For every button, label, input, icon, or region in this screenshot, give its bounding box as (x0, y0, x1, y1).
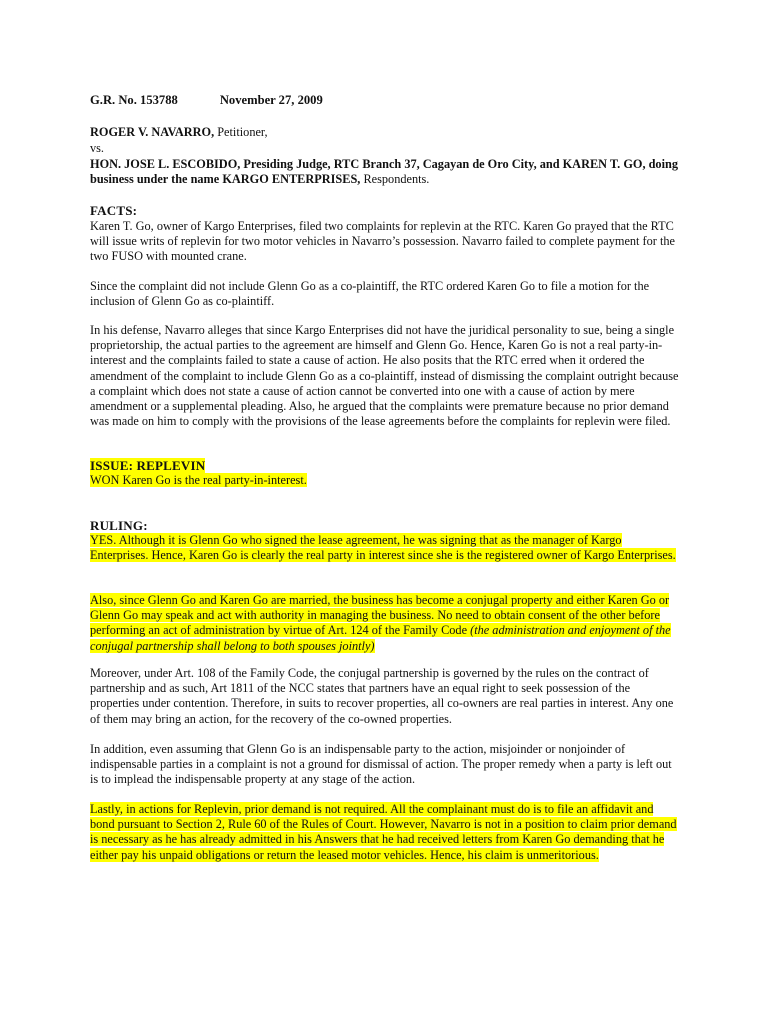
ruling-text-2-italic: (the administration and enjoyment of the conjugal partnership shall belong to both spouses jointly) (90, 623, 671, 653)
case-header (90, 93, 680, 108)
ruling-text-4: In addition, even assuming that Glenn Go is an indispensable party to the action, misjoinder or nonjoinder of indispensable parties in a complaint is not a ground for dismissal of action. The proper remedy when a party is left out is to implead the indispensable property at any stage of the action. (90, 742, 672, 787)
issue-heading (90, 458, 680, 473)
facts-text-3: In his defense, Navarro alleges that since Kargo Enterprises did not have the juridical personality to sue, being a single proprietorship, the actual parties to the agreement are himself and Glenn Go. Hence, Karen Go is not a real party-in-interest and the complaints failed to state a cause of action. He also posits that the RTC erred when it ordered the amendment of the complaint to include Glenn Go as a co-plaintiff, instead of dismissing the complaint outright because a complaint which does not state a cause of action cannot be converted into one with a cause of action by mere amendment or a supplemental pleading. Also, he argued that the complaints were premature because no prior demand was made on him to comply with the provisions of the lease agreements before the complaints for replevin were filed. (90, 323, 679, 429)
ruling-text-1: YES. Although it is Glenn Go who signed the lease agreement, he was signing that as the manager of Kargo Enterprises. Hence, Karen Go is clearly the real party in interest since she is the registered owner of Kargo Enterprises. (90, 533, 676, 563)
facts-text-1: Karen T. Go, owner of Kargo Enterprises, filed two complaints for replevin at the RTC. Karen Go prayed that the RTC will issue writs of replevin for two motor vehicles in Navarro’s possession. Navarro failed to complete payment for the two FUSO with mounted crane. (90, 219, 675, 264)
ruling-text-5: Lastly, in actions for Replevin, prior demand is not required. All the complainant must do is to file an affidavit and bond pursuant to Section 2, Rule 60 of the Rules of Court. However, Navarro is not in a position to claim prior demand is necessary as he has already admitted in his Answers that he had received letters from Karen Go demanding that he either pay his unpaid obligations or return the leased motor vehicles. Hence, his claim is unmeritorious. (90, 802, 677, 862)
respondents-block (90, 157, 680, 187)
facts-paragraph-1 (90, 219, 680, 265)
case-date: November 27, 2009 (219, 93, 323, 107)
petitioner-name: ROGER V. NAVARRO, (90, 125, 215, 139)
facts-heading: FACTS: (90, 203, 138, 218)
versus-line: vs. (90, 141, 105, 155)
case-number: G.R. No. 153788 (90, 93, 178, 107)
facts-paragraph-2 (90, 279, 680, 309)
issue-heading-text: ISSUE: REPLEVIN (90, 458, 206, 473)
issue-paragraph (90, 473, 680, 488)
ruling-paragraph-4 (90, 742, 680, 788)
respondent-names: HON. JOSE L. ESCOBIDO, Presiding Judge, RTC Branch 37, Cagayan de Oro City, and KAREN T. GO, doing business under the name KARGO ENTERPRISES, (90, 157, 678, 187)
ruling-paragraph-1 (90, 533, 680, 563)
ruling-heading: RULING: (90, 518, 148, 533)
facts-text-2: Since the complaint did not include Glenn Go as a co-plaintiff, the RTC ordered Karen Go to file a motion for the inclusion of Glenn Go as co-plaintiff. (90, 279, 650, 309)
petitioner-line (90, 125, 680, 140)
ruling-text-2: Also, since Glenn Go and Karen Go are married, the business has become a conjugal property and either Karen Go or Glenn Go may speak and act with authority in managing the business. No need to obtain consent of the other before performing an act of administration by virtue of Art. 124 of the Family Code (90, 593, 670, 638)
ruling-paragraph-3 (90, 666, 680, 727)
respondent-role: Respondents. (360, 172, 430, 187)
ruling-paragraph-2 (90, 593, 680, 654)
ruling-text-3: Moreover, under Art. 108 of the Family Code, the conjugal partnership is governed by the rules on the contract of partnership and as such, Art 1811 of the NCC states that partners have an equal right to seek possession of the properties under contention. Therefore, in suits to recover properties, all co-owners are real parties in interest. Any one of them may bring an action, for the recovery of the co-owned properties. (90, 666, 674, 726)
petitioner-role: Petitioner, (214, 125, 268, 139)
issue-text: WON Karen Go is the real party-in-interest. (90, 473, 307, 487)
facts-paragraph-3 (90, 323, 680, 429)
ruling-paragraph-5 (90, 802, 680, 863)
